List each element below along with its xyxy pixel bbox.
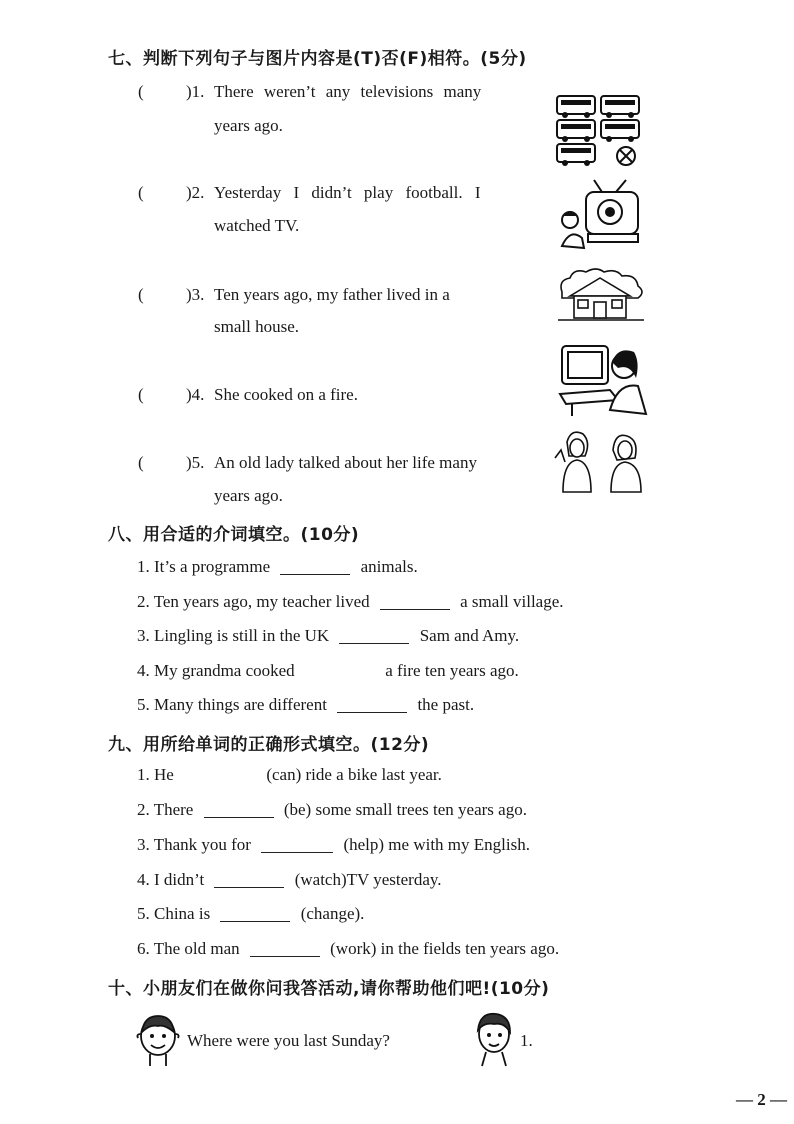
fill-item-text: 6. The old man xyxy=(137,939,240,958)
buses-picture xyxy=(553,92,645,172)
judge-sentence: She cooked on a fire. xyxy=(214,385,358,404)
answer-blank[interactable] xyxy=(184,766,256,783)
fill-item xyxy=(137,557,418,577)
judge-number: )3. xyxy=(186,285,205,304)
fill-item-text: 3. Lingling is still in the UK xyxy=(137,626,330,645)
judge-paren-open: ( xyxy=(138,385,144,404)
judge-sentence: An old lady talked about her life many xyxy=(214,453,477,472)
section-8-title: 八、用合适的介词填空。(10分) xyxy=(108,525,360,545)
section-9-title: 九、用所给单词的正确形式填空。(12分) xyxy=(108,735,430,755)
boy-avatar-icon xyxy=(134,1012,182,1068)
page-number: — 2 — xyxy=(736,1090,787,1109)
fill-item xyxy=(137,939,559,959)
judge-number: )5. xyxy=(186,453,205,472)
section-10-title: 十、小朋友们在做你问我答活动,请你帮助他们吧!(10分) xyxy=(108,979,550,999)
fill-item-text: (be) some small trees ten years ago. xyxy=(283,800,527,819)
fill-item xyxy=(137,800,527,820)
judge-number: )2. xyxy=(186,183,205,202)
answer-number: 1. xyxy=(520,1031,533,1050)
answer-blank[interactable] xyxy=(204,801,274,818)
fill-item-text: 1. It’s a programme xyxy=(137,557,271,576)
answer-blank[interactable] xyxy=(339,627,409,644)
judge-paren-open: ( xyxy=(138,183,144,202)
fill-item-text: 5. China is xyxy=(137,904,211,923)
fill-item-text: 2. Ten years ago, my teacher lived xyxy=(137,592,370,611)
fill-item-text: a small village. xyxy=(460,592,564,611)
house-picture xyxy=(556,266,646,324)
fill-item-text: 1. He xyxy=(137,765,174,784)
judge-paren-open: ( xyxy=(138,82,144,101)
fill-item-text: 3. Thank you for xyxy=(137,835,251,854)
dialogue-question: Where were you last Sunday? xyxy=(187,1031,390,1050)
judge-sentence-cont: years ago. xyxy=(214,486,283,505)
two-ladies-picture xyxy=(553,428,649,494)
judge-paren-open: ( xyxy=(138,285,144,304)
answer-blank[interactable] xyxy=(280,558,350,575)
fill-item-text: a fire ten years ago. xyxy=(385,661,519,680)
judge-sentence: There weren’t any televisions many xyxy=(214,82,482,101)
fill-item-text: 2. There xyxy=(137,800,194,819)
answer-blank[interactable] xyxy=(214,871,284,888)
fill-item-text: the past. xyxy=(417,695,475,714)
fill-item xyxy=(137,592,564,612)
boy-watching-tv-picture xyxy=(556,178,646,250)
answer-blank[interactable] xyxy=(305,662,375,679)
judge-paren-open: ( xyxy=(138,453,144,472)
kid-avatar-icon xyxy=(470,1008,518,1068)
judge-sentence-cont: watched TV. xyxy=(214,216,300,235)
fill-item-text: (can) ride a bike last year. xyxy=(266,765,442,784)
fill-item-text: (help) me with my English. xyxy=(343,835,530,854)
fill-item xyxy=(137,661,519,681)
fill-item-text: Sam and Amy. xyxy=(419,626,520,645)
fill-item-text: (watch)TV yesterday. xyxy=(294,870,442,889)
fill-item-text: animals. xyxy=(360,557,418,576)
fill-item xyxy=(137,904,364,924)
answer-blank[interactable] xyxy=(337,696,407,713)
answer-blank[interactable] xyxy=(261,836,333,853)
fill-item xyxy=(137,835,530,855)
fill-item-text: 4. My grandma cooked xyxy=(137,661,295,680)
fill-item-text: 5. Many things are different xyxy=(137,695,327,714)
judge-number: )1. xyxy=(186,82,205,101)
judge-number: )4. xyxy=(186,385,205,404)
fill-item-text: (work) in the fields ten years ago. xyxy=(330,939,560,958)
fill-item-text: 4. I didn’t xyxy=(137,870,205,889)
judge-sentence: Ten years ago, my father lived in a xyxy=(214,285,450,304)
girl-computer-picture xyxy=(558,338,652,418)
fill-item xyxy=(137,695,474,715)
answer-blank[interactable] xyxy=(250,940,320,957)
answer-blank[interactable] xyxy=(380,593,450,610)
fill-item xyxy=(137,870,442,890)
judge-sentence: Yesterday I didn’t play football. I xyxy=(214,183,481,202)
judge-sentence-cont: small house. xyxy=(214,317,299,336)
judge-sentence-cont: years ago. xyxy=(214,116,283,135)
fill-item xyxy=(137,765,442,785)
answer-blank[interactable] xyxy=(220,905,290,922)
section-7-title: 七、判断下列句子与图片内容是(T)否(F)相符。(5分) xyxy=(108,49,527,69)
fill-item xyxy=(137,626,519,646)
fill-item-text: (change). xyxy=(300,904,365,923)
